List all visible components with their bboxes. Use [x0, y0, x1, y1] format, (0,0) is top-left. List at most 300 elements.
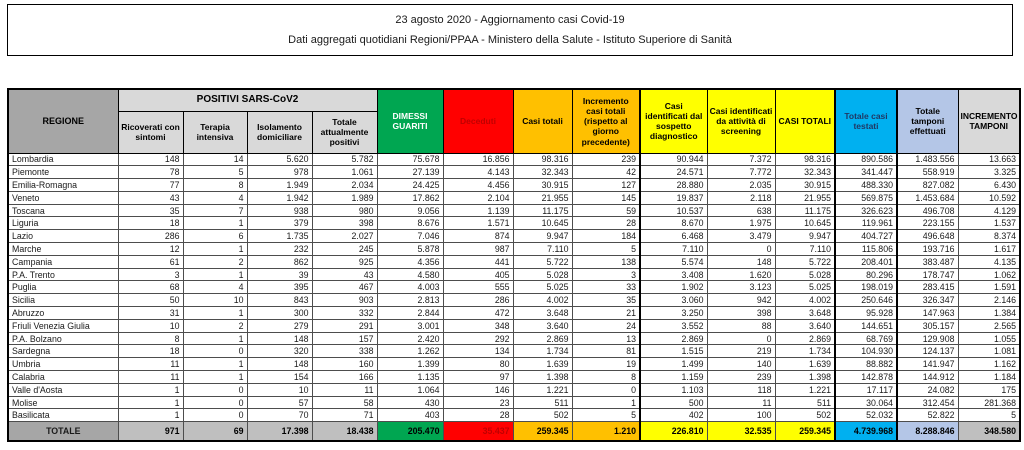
cell-deceduti: 80: [443, 358, 513, 371]
cell-attualmente-positivi: 43: [312, 268, 377, 281]
cell-terapia: 10: [183, 294, 247, 307]
cell-incremento-casi: 24: [572, 319, 640, 332]
table-row-sardegna: [8, 345, 1020, 358]
cell-dimessi-guariti: 2.420: [377, 332, 443, 345]
cell-sospetto-diagnostico: 3.552: [640, 319, 707, 332]
cell-isolamento: 379: [247, 217, 312, 230]
cell-tamponi-effettuati: 305.157: [897, 319, 958, 332]
report-subtitle: Dati aggregati quotidiani Regioni/PPAA - Ministero della Salute - Istituto Superiore di Sanità: [288, 34, 732, 47]
cell-screening: 1.620: [707, 268, 775, 281]
cell-incremento-casi: 59: [572, 204, 640, 217]
cell-casi-totali-2: 10.645: [775, 217, 835, 230]
cell-dimessi-guariti: 1.064: [377, 383, 443, 396]
cell-attualmente-positivi: 291: [312, 319, 377, 332]
cell-casi-totali-2: 502: [775, 409, 835, 422]
cell-sospetto-diagnostico: 5.574: [640, 255, 707, 268]
cell-casi-testati: 208.401: [835, 255, 897, 268]
cell-casi-testati: 119.961: [835, 217, 897, 230]
table-row-calabria: [8, 371, 1020, 384]
cell-attualmente-positivi: 11: [312, 383, 377, 396]
cell-incremento-casi: 42: [572, 166, 640, 179]
cell-dimessi-guariti: 4.356: [377, 255, 443, 268]
cell-screening: 398: [707, 307, 775, 320]
cell-casi-totali: 1.398: [513, 371, 572, 384]
cell-casi-totali: 32.343: [513, 166, 572, 179]
cell-casi-testati: 198.019: [835, 281, 897, 294]
cell-incremento-tamponi: 6.430: [958, 179, 1020, 192]
cell-tamponi-effettuati: 129.908: [897, 332, 958, 345]
total-label: TOTALE: [8, 422, 118, 442]
cell-attualmente-positivi: 157: [312, 332, 377, 345]
cell-ricoverati: 61: [118, 255, 183, 268]
cell-terapia: 0: [183, 345, 247, 358]
table-row-toscana: [8, 204, 1020, 217]
cell-isolamento: 320: [247, 345, 312, 358]
cell-casi-testati: 488.330: [835, 179, 897, 192]
cell-casi-totali-2: 1.639: [775, 358, 835, 371]
cell-isolamento: 978: [247, 166, 312, 179]
cell-casi-testati: 142.878: [835, 371, 897, 384]
cell-casi-testati: 52.032: [835, 409, 897, 422]
cell-tamponi-effettuati: 144.912: [897, 371, 958, 384]
cell-incremento-casi: 35: [572, 294, 640, 307]
cell-terapia: 1: [183, 268, 247, 281]
total-cell-attualmente-positivi: 18.438: [312, 422, 377, 442]
cell-attualmente-positivi: 166: [312, 371, 377, 384]
cell-incremento-tamponi: 1.617: [958, 243, 1020, 256]
cell-terapia: 7: [183, 204, 247, 217]
column-header-casi-totali-2: CASI TOTALI: [775, 89, 835, 153]
table-row-marche: [8, 243, 1020, 256]
cell-tamponi-effettuati: 193.716: [897, 243, 958, 256]
cell-incremento-casi: 5: [572, 243, 640, 256]
table-row-emilia-romagna: [8, 179, 1020, 192]
table-row-campania: [8, 255, 1020, 268]
cell-dimessi-guariti: 1.262: [377, 345, 443, 358]
cell-casi-testati: 68.769: [835, 332, 897, 345]
cell-casi-testati: 115.806: [835, 243, 897, 256]
cell-region: Umbria: [8, 358, 118, 371]
cell-dimessi-guariti: 1.399: [377, 358, 443, 371]
cell-sospetto-diagnostico: 1.515: [640, 345, 707, 358]
cell-ricoverati: 1: [118, 383, 183, 396]
cell-tamponi-effettuati: 496.708: [897, 204, 958, 217]
cell-casi-totali-2: 5.025: [775, 281, 835, 294]
cell-sospetto-diagnostico: 402: [640, 409, 707, 422]
column-header-incremento-tamponi: INCREMENTO TAMPONI: [958, 89, 1020, 153]
cell-isolamento: 148: [247, 332, 312, 345]
cell-sospetto-diagnostico: 24.571: [640, 166, 707, 179]
cell-casi-testati: 95.928: [835, 307, 897, 320]
cell-incremento-tamponi: 1.055: [958, 332, 1020, 345]
table-row-piemonte: [8, 166, 1020, 179]
cell-terapia: 1: [183, 332, 247, 345]
cell-tamponi-effettuati: 141.947: [897, 358, 958, 371]
cell-dimessi-guariti: 8.676: [377, 217, 443, 230]
cell-casi-testati: 326.623: [835, 204, 897, 217]
cell-incremento-tamponi: 1.591: [958, 281, 1020, 294]
cell-screening: 148: [707, 255, 775, 268]
cell-deceduti: 987: [443, 243, 513, 256]
cell-deceduti: 348: [443, 319, 513, 332]
cell-region: Lazio: [8, 230, 118, 243]
cell-tamponi-effettuati: 24.082: [897, 383, 958, 396]
cell-screening: 239: [707, 371, 775, 384]
cell-incremento-tamponi: 1.537: [958, 217, 1020, 230]
cell-region: Sardegna: [8, 345, 118, 358]
cell-tamponi-effettuati: 223.155: [897, 217, 958, 230]
column-header-screening: Casi identificati da attività di screening: [707, 89, 775, 153]
cell-casi-totali-2: 3.648: [775, 307, 835, 320]
table-row-veneto: [8, 191, 1020, 204]
cell-casi-totali-2: 7.110: [775, 243, 835, 256]
cell-tamponi-effettuati: 178.747: [897, 268, 958, 281]
cell-ricoverati: 1: [118, 409, 183, 422]
cell-ricoverati: 3: [118, 268, 183, 281]
cell-sospetto-diagnostico: 19.837: [640, 191, 707, 204]
cell-attualmente-positivi: 980: [312, 204, 377, 217]
cell-attualmente-positivi: 398: [312, 217, 377, 230]
table-body: [8, 153, 1020, 441]
cell-sospetto-diagnostico: 90.944: [640, 153, 707, 166]
cell-incremento-tamponi: 1.384: [958, 307, 1020, 320]
cell-dimessi-guariti: 7.046: [377, 230, 443, 243]
cell-screening: 118: [707, 383, 775, 396]
cell-casi-totali-2: 4.002: [775, 294, 835, 307]
cell-terapia: 8: [183, 179, 247, 192]
cell-dimessi-guariti: 5.878: [377, 243, 443, 256]
cell-incremento-casi: 13: [572, 332, 640, 345]
cell-incremento-casi: 1: [572, 396, 640, 409]
cell-dimessi-guariti: 24.425: [377, 179, 443, 192]
cell-ricoverati: 68: [118, 281, 183, 294]
cell-screening: 7.772: [707, 166, 775, 179]
total-cell-casi-totali-2: 259.345: [775, 422, 835, 442]
cell-casi-totali: 1.639: [513, 358, 572, 371]
cell-casi-totali: 30.915: [513, 179, 572, 192]
cell-incremento-casi: 19: [572, 358, 640, 371]
cell-casi-testati: 890.586: [835, 153, 897, 166]
cell-ricoverati: 35: [118, 204, 183, 217]
cell-region: Veneto: [8, 191, 118, 204]
cell-isolamento: 862: [247, 255, 312, 268]
cell-deceduti: 23: [443, 396, 513, 409]
cell-terapia: 5: [183, 166, 247, 179]
table-row-lombardia: [8, 153, 1020, 166]
column-header-isolamento: Isolamento domiciliare: [247, 111, 312, 153]
cell-sospetto-diagnostico: 7.110: [640, 243, 707, 256]
table-row-puglia: [8, 281, 1020, 294]
cell-region: Lombardia: [8, 153, 118, 166]
cell-region: P.A. Bolzano: [8, 332, 118, 345]
cell-terapia: 14: [183, 153, 247, 166]
total-cell-sospetto-diagnostico: 226.810: [640, 422, 707, 442]
cell-tamponi-effettuati: 312.454: [897, 396, 958, 409]
cell-terapia: 0: [183, 409, 247, 422]
cell-deceduti: 4.456: [443, 179, 513, 192]
cell-dimessi-guariti: 27.139: [377, 166, 443, 179]
cell-deceduti: 292: [443, 332, 513, 345]
cell-sospetto-diagnostico: 8.670: [640, 217, 707, 230]
cell-terapia: 2: [183, 255, 247, 268]
cell-incremento-tamponi: 1.184: [958, 371, 1020, 384]
cell-region: Emilia-Romagna: [8, 179, 118, 192]
table-row-lazio: [8, 230, 1020, 243]
cell-incremento-tamponi: 3.325: [958, 166, 1020, 179]
total-cell-incremento-tamponi: 348.580: [958, 422, 1020, 442]
cell-deceduti: 1.571: [443, 217, 513, 230]
cell-incremento-casi: 0: [572, 383, 640, 396]
report-header: [7, 4, 1013, 56]
cell-deceduti: 874: [443, 230, 513, 243]
cell-isolamento: 1.949: [247, 179, 312, 192]
cell-dimessi-guariti: 2.844: [377, 307, 443, 320]
cell-deceduti: 146: [443, 383, 513, 396]
cell-casi-totali: 1.221: [513, 383, 572, 396]
cell-tamponi-effettuati: 1.453.684: [897, 191, 958, 204]
cell-casi-totali: 1.734: [513, 345, 572, 358]
cell-isolamento: 232: [247, 243, 312, 256]
cell-incremento-tamponi: 4.129: [958, 204, 1020, 217]
cell-incremento-tamponi: 1.062: [958, 268, 1020, 281]
total-cell-terapia: 69: [183, 422, 247, 442]
cell-casi-totali-2: 1.221: [775, 383, 835, 396]
cell-terapia: 4: [183, 191, 247, 204]
cell-casi-testati: 17.117: [835, 383, 897, 396]
cell-isolamento: 10: [247, 383, 312, 396]
cell-dimessi-guariti: 17.862: [377, 191, 443, 204]
cell-dimessi-guariti: 75.678: [377, 153, 443, 166]
cell-ricoverati: 1: [118, 396, 183, 409]
column-header-terapia: Terapia intensiva: [183, 111, 247, 153]
cell-dimessi-guariti: 4.580: [377, 268, 443, 281]
cell-casi-totali-2: 3.640: [775, 319, 835, 332]
cell-screening: 140: [707, 358, 775, 371]
cell-incremento-tamponi: 4.135: [958, 255, 1020, 268]
cell-terapia: 0: [183, 383, 247, 396]
cell-incremento-casi: 33: [572, 281, 640, 294]
cell-casi-totali: 3.640: [513, 319, 572, 332]
cell-sospetto-diagnostico: 1.499: [640, 358, 707, 371]
cell-attualmente-positivi: 1.061: [312, 166, 377, 179]
cell-attualmente-positivi: 245: [312, 243, 377, 256]
table-row-molise: [8, 396, 1020, 409]
cell-casi-totali-2: 5.028: [775, 268, 835, 281]
cell-incremento-casi: 127: [572, 179, 640, 192]
cell-deceduti: 441: [443, 255, 513, 268]
cell-casi-totali: 4.002: [513, 294, 572, 307]
cell-deceduti: 405: [443, 268, 513, 281]
cell-tamponi-effettuati: 326.347: [897, 294, 958, 307]
cell-incremento-casi: 239: [572, 153, 640, 166]
column-header-deceduti: Deceduti: [443, 89, 513, 153]
cell-incremento-tamponi: 1.081: [958, 345, 1020, 358]
column-header-tamponi-effettuati: Totale tamponi effettuati: [897, 89, 958, 153]
cell-attualmente-positivi: 903: [312, 294, 377, 307]
cell-ricoverati: 31: [118, 307, 183, 320]
cell-ricoverati: 10: [118, 319, 183, 332]
cell-deceduti: 28: [443, 409, 513, 422]
cell-isolamento: 148: [247, 358, 312, 371]
cell-attualmente-positivi: 71: [312, 409, 377, 422]
cell-terapia: 6: [183, 230, 247, 243]
cell-ricoverati: 148: [118, 153, 183, 166]
header-row-group: [8, 89, 1020, 111]
column-header-incremento-casi: Incremento casi totali (rispetto al giorno precedente): [572, 89, 640, 153]
cell-isolamento: 70: [247, 409, 312, 422]
cell-sospetto-diagnostico: 3.250: [640, 307, 707, 320]
cell-attualmente-positivi: 160: [312, 358, 377, 371]
cell-attualmente-positivi: 332: [312, 307, 377, 320]
cell-ricoverati: 12: [118, 243, 183, 256]
cell-deceduti: 4.143: [443, 166, 513, 179]
cell-terapia: 1: [183, 217, 247, 230]
cell-casi-totali: 98.316: [513, 153, 572, 166]
cell-casi-totali: 502: [513, 409, 572, 422]
cell-tamponi-effettuati: 827.082: [897, 179, 958, 192]
cell-incremento-tamponi: 281.368: [958, 396, 1020, 409]
table-row-friuli-venezia-giulia: [8, 319, 1020, 332]
cell-casi-testati: 30.064: [835, 396, 897, 409]
cell-screening: 638: [707, 204, 775, 217]
cell-casi-totali: 21.955: [513, 191, 572, 204]
cell-casi-totali: 511: [513, 396, 572, 409]
cell-casi-testati: 144.651: [835, 319, 897, 332]
cell-deceduti: 555: [443, 281, 513, 294]
cell-sospetto-diagnostico: 2.869: [640, 332, 707, 345]
cell-tamponi-effettuati: 558.919: [897, 166, 958, 179]
cell-casi-totali: 5.722: [513, 255, 572, 268]
cell-terapia: 1: [183, 358, 247, 371]
column-header-dimessi-guariti: DIMESSI GUARITI: [377, 89, 443, 153]
column-group-header-positivi: POSITIVI SARS-CoV2: [118, 89, 377, 111]
cell-incremento-casi: 138: [572, 255, 640, 268]
column-header-sospetto-diagnostico: Casi identificati dal sospetto diagnostico: [640, 89, 707, 153]
total-cell-isolamento: 17.398: [247, 422, 312, 442]
cell-dimessi-guariti: 2.813: [377, 294, 443, 307]
cell-ricoverati: 11: [118, 358, 183, 371]
cell-terapia: 1: [183, 371, 247, 384]
cell-screening: 11: [707, 396, 775, 409]
cell-attualmente-positivi: 925: [312, 255, 377, 268]
cell-ricoverati: 43: [118, 191, 183, 204]
table-row-valle-d-aosta: [8, 383, 1020, 396]
total-cell-tamponi-effettuati: 8.288.846: [897, 422, 958, 442]
cell-isolamento: 39: [247, 268, 312, 281]
column-header-attualmente-positivi: Totale attualmente positivi: [312, 111, 377, 153]
cell-attualmente-positivi: 5.782: [312, 153, 377, 166]
column-header-regione: REGIONE: [8, 89, 118, 153]
cell-deceduti: 97: [443, 371, 513, 384]
cell-isolamento: 279: [247, 319, 312, 332]
cell-ricoverati: 77: [118, 179, 183, 192]
cell-casi-totali: 3.648: [513, 307, 572, 320]
cell-casi-totali: 7.110: [513, 243, 572, 256]
cell-incremento-casi: 81: [572, 345, 640, 358]
table-row-basilicata: [8, 409, 1020, 422]
cell-region: Campania: [8, 255, 118, 268]
cell-dimessi-guariti: 9.056: [377, 204, 443, 217]
cell-incremento-casi: 28: [572, 217, 640, 230]
total-cell-deceduti: 35.437: [443, 422, 513, 442]
cell-screening: 0: [707, 243, 775, 256]
cell-ricoverati: 18: [118, 345, 183, 358]
cell-terapia: 4: [183, 281, 247, 294]
cell-deceduti: 1.139: [443, 204, 513, 217]
cell-terapia: 0: [183, 396, 247, 409]
cell-ricoverati: 78: [118, 166, 183, 179]
total-row: [8, 422, 1020, 442]
cell-incremento-tamponi: 8.374: [958, 230, 1020, 243]
cell-region: Friuli Venezia Giulia: [8, 319, 118, 332]
cell-incremento-tamponi: 2.146: [958, 294, 1020, 307]
cell-isolamento: 1.942: [247, 191, 312, 204]
cell-region: Sicilia: [8, 294, 118, 307]
cell-tamponi-effettuati: 496.648: [897, 230, 958, 243]
cell-tamponi-effettuati: 124.137: [897, 345, 958, 358]
cell-isolamento: 843: [247, 294, 312, 307]
cell-isolamento: 57: [247, 396, 312, 409]
cell-casi-testati: 569.875: [835, 191, 897, 204]
cell-sospetto-diagnostico: 10.537: [640, 204, 707, 217]
cell-casi-testati: 80.296: [835, 268, 897, 281]
table-row-abruzzo: [8, 307, 1020, 320]
cell-ricoverati: 8: [118, 332, 183, 345]
cell-screening: 7.372: [707, 153, 775, 166]
cell-screening: 100: [707, 409, 775, 422]
total-cell-incremento-casi: 1.210: [572, 422, 640, 442]
cell-screening: 2.035: [707, 179, 775, 192]
cell-tamponi-effettuati: 1.483.556: [897, 153, 958, 166]
column-header-casi-totali: Casi totali: [513, 89, 572, 153]
cell-screening: 0: [707, 332, 775, 345]
cell-deceduti: 2.104: [443, 191, 513, 204]
cell-tamponi-effettuati: 147.963: [897, 307, 958, 320]
cell-casi-totali-2: 32.343: [775, 166, 835, 179]
cell-ricoverati: 18: [118, 217, 183, 230]
column-header-casi-testati: Totale casi testati: [835, 89, 897, 153]
total-cell-casi-totali: 259.345: [513, 422, 572, 442]
total-cell-casi-testati: 4.739.968: [835, 422, 897, 442]
cell-incremento-tamponi: 175: [958, 383, 1020, 396]
cell-attualmente-positivi: 338: [312, 345, 377, 358]
cell-casi-totali: 5.028: [513, 268, 572, 281]
cell-attualmente-positivi: 2.034: [312, 179, 377, 192]
cell-tamponi-effettuati: 283.415: [897, 281, 958, 294]
cell-terapia: 1: [183, 243, 247, 256]
cell-sospetto-diagnostico: 3.408: [640, 268, 707, 281]
cell-casi-totali-2: 511: [775, 396, 835, 409]
cell-region: Marche: [8, 243, 118, 256]
cell-casi-testati: 104.930: [835, 345, 897, 358]
cell-casi-totali-2: 98.316: [775, 153, 835, 166]
cell-attualmente-positivi: 58: [312, 396, 377, 409]
cell-region: Abruzzo: [8, 307, 118, 320]
cell-isolamento: 938: [247, 204, 312, 217]
cell-isolamento: 154: [247, 371, 312, 384]
cell-incremento-casi: 21: [572, 307, 640, 320]
cell-isolamento: 5.620: [247, 153, 312, 166]
cell-ricoverati: 11: [118, 371, 183, 384]
cell-sospetto-diagnostico: 28.880: [640, 179, 707, 192]
table-row-p-a-trento: [8, 268, 1020, 281]
cell-dimessi-guariti: 1.135: [377, 371, 443, 384]
covid-data-table: [7, 88, 1021, 442]
cell-screening: 942: [707, 294, 775, 307]
cell-attualmente-positivi: 1.989: [312, 191, 377, 204]
cell-screening: 88: [707, 319, 775, 332]
table-header: [8, 89, 1020, 153]
